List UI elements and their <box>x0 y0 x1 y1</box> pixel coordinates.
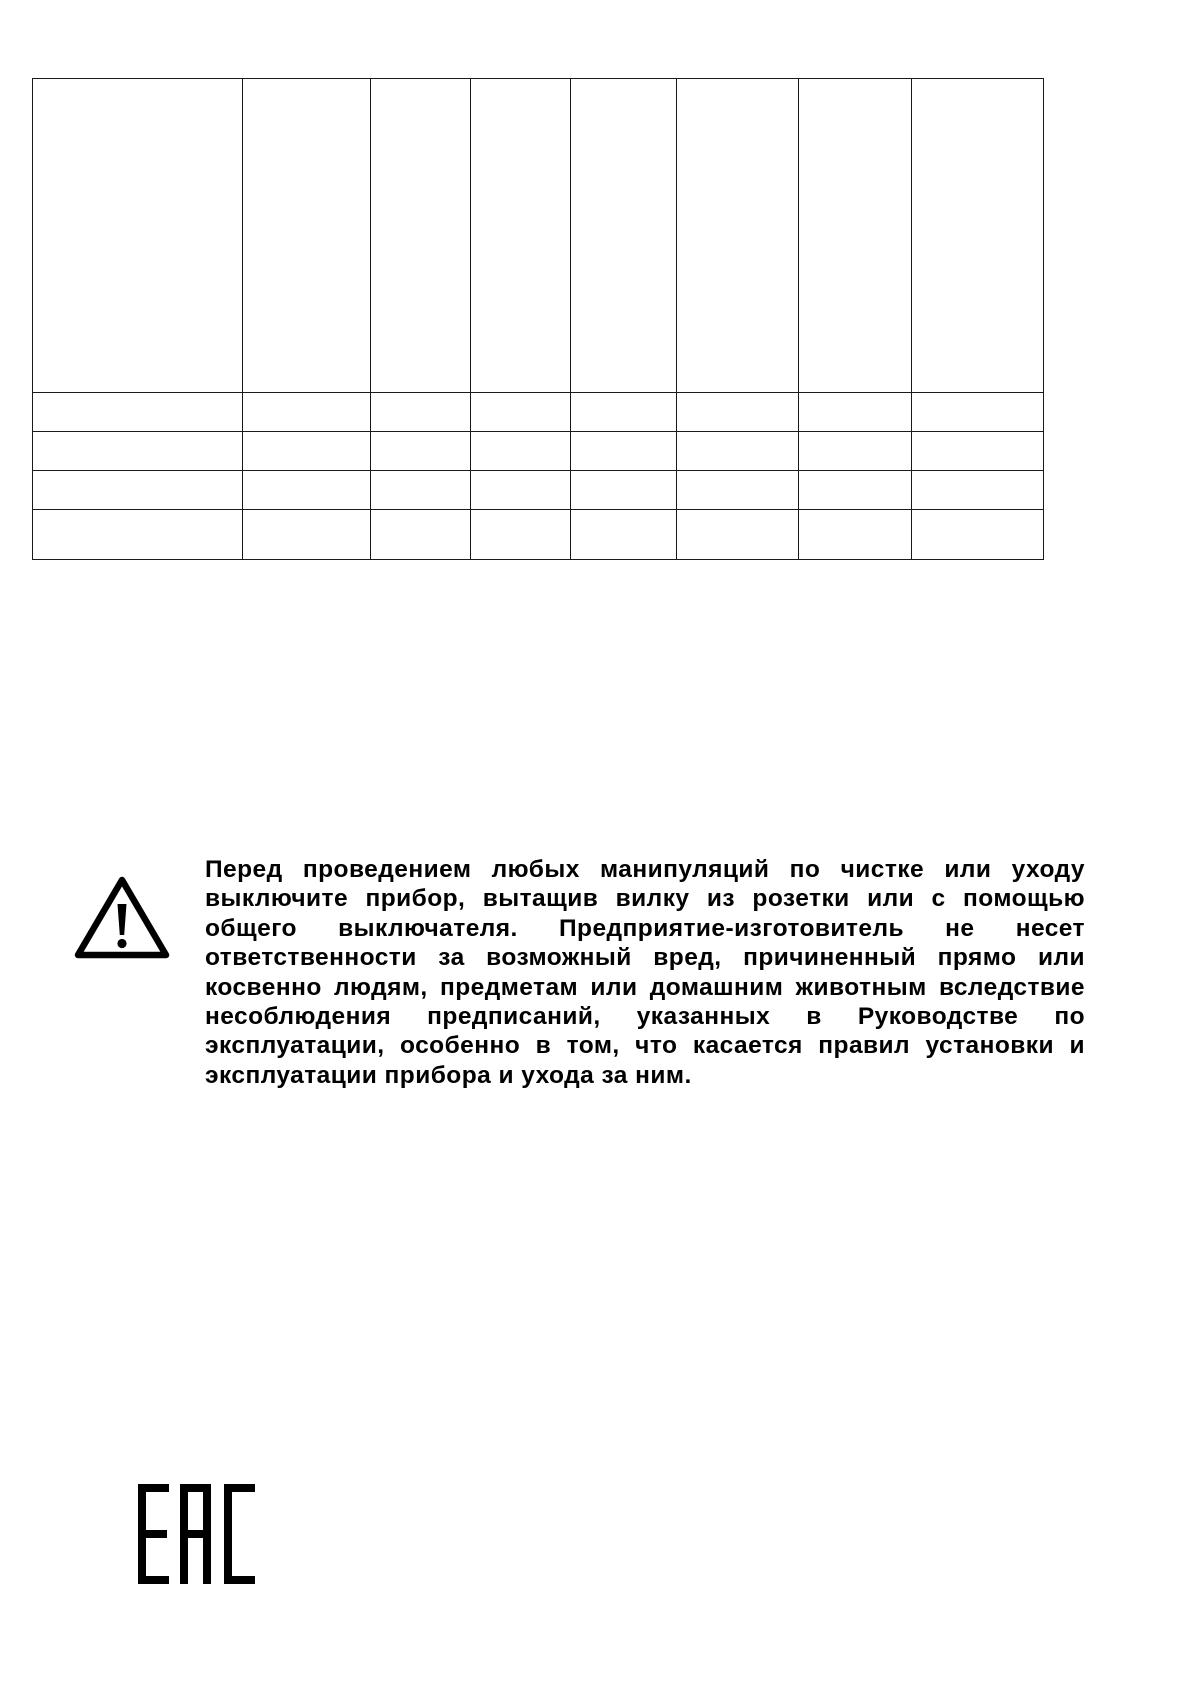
table-cell <box>371 471 471 510</box>
table-cell <box>677 471 799 510</box>
empty-data-table <box>32 78 1044 560</box>
table-cell <box>33 393 243 432</box>
table-cell <box>799 471 912 510</box>
table-cell <box>371 510 471 560</box>
table-cell <box>471 79 571 393</box>
table-cell <box>571 432 677 471</box>
table-cell <box>677 510 799 560</box>
table-cell <box>33 79 243 393</box>
table-row <box>33 510 1044 560</box>
table-cell <box>799 432 912 471</box>
table-cell <box>677 432 799 471</box>
table-cell <box>912 471 1044 510</box>
table-cell <box>799 79 912 393</box>
table-cell <box>571 393 677 432</box>
table-header-row <box>33 79 1044 393</box>
table-cell <box>912 79 1044 393</box>
table-cell <box>243 432 371 471</box>
eac-mark-icon <box>138 1484 255 1584</box>
table-cell <box>912 432 1044 471</box>
table-cell <box>243 471 371 510</box>
table-cell <box>677 393 799 432</box>
table-cell <box>33 471 243 510</box>
table-cell <box>677 79 799 393</box>
table-cell <box>371 432 471 471</box>
table-cell <box>471 471 571 510</box>
table-cell <box>33 510 243 560</box>
table-cell <box>912 393 1044 432</box>
table-cell <box>371 393 471 432</box>
table-cell <box>471 510 571 560</box>
warning-text: Перед проведением любых манипуляций по чистке или уходу выключите прибор, вытащив вилку из розетки или с помощью общего выключателя. Предприятие-изготовитель не несет ответственности за возможный вред, причиненный прямо или косвенно людям, предметам или домашним животным вследствие несоблюдения предписаний, указанных в Руководстве по эксплуатации, особенно в том, что касается правил установки и эксплуатации прибора и ухода за ним. <box>205 856 1085 1089</box>
table-cell <box>243 510 371 560</box>
table-cell <box>371 79 471 393</box>
table-cell <box>571 510 677 560</box>
table-cell <box>912 510 1044 560</box>
table-cell <box>799 393 912 432</box>
table-row <box>33 393 1044 432</box>
warning-triangle-icon <box>74 875 170 961</box>
table-row <box>33 432 1044 471</box>
table-cell <box>571 79 677 393</box>
table-cell <box>243 79 371 393</box>
table-cell <box>33 432 243 471</box>
table-cell <box>471 393 571 432</box>
table-cell <box>471 432 571 471</box>
table-cell <box>799 510 912 560</box>
table-cell <box>243 393 371 432</box>
table-row <box>33 471 1044 510</box>
table-cell <box>571 471 677 510</box>
